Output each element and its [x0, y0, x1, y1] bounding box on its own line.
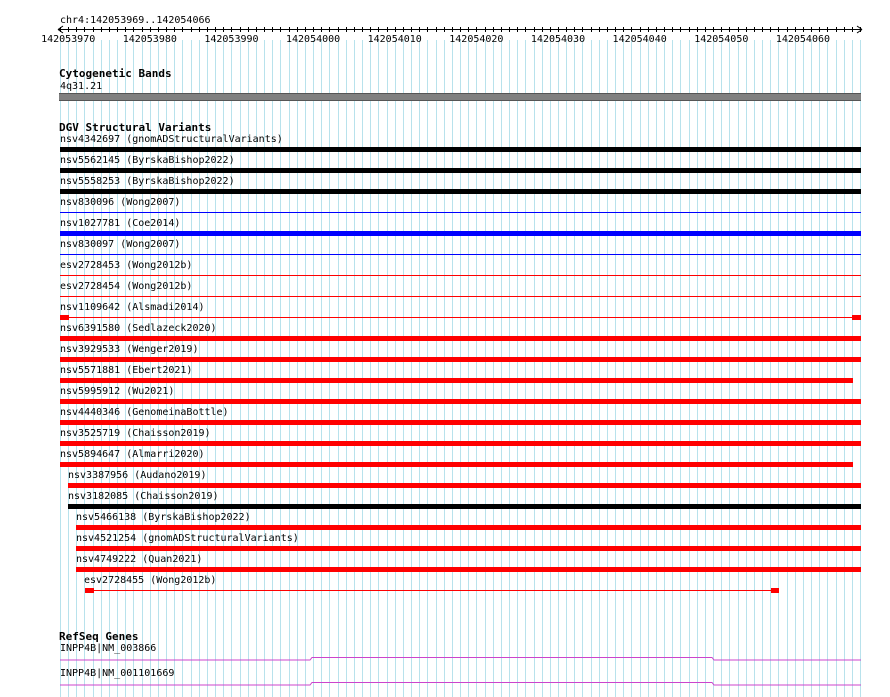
dgv-feature-bar[interactable]: [68, 504, 861, 509]
dgv-feature-bar[interactable]: [60, 168, 861, 173]
ruler-tick-label: 142054040: [612, 34, 667, 45]
dgv-feature-bar[interactable]: [68, 483, 861, 488]
refseq-gene-line[interactable]: [0, 653, 890, 665]
dgv-feature-label[interactable]: nsv1109642 (Alsmadi2014): [60, 302, 205, 313]
dgv-feature-label[interactable]: nsv4440346 (GenomeinaBottle): [60, 407, 229, 418]
refseq-gene-path: [60, 658, 861, 661]
dgv-feature-bar[interactable]: [85, 590, 779, 591]
dgv-feature-bar[interactable]: [60, 420, 861, 425]
dgv-feature-bar[interactable]: [771, 588, 779, 593]
dgv-feature-label[interactable]: nsv830097 (Wong2007): [60, 239, 181, 250]
dgv-feature-label[interactable]: nsv3387956 (Audano2019): [68, 470, 207, 481]
dgv-feature-bar[interactable]: [60, 441, 861, 446]
refseq-gene-label[interactable]: INPP4B|NM_003866: [60, 643, 157, 654]
ruler-tick-label: 142053980: [122, 34, 177, 45]
dgv-feature-bar[interactable]: [85, 588, 94, 593]
dgv-feature-label[interactable]: nsv830096 (Wong2007): [60, 197, 181, 208]
ruler-tick-label: 142054060: [775, 34, 831, 45]
dgv-feature-bar[interactable]: [76, 525, 861, 530]
refseq-track-title[interactable]: RefSeq Genes: [59, 630, 139, 643]
dgv-feature-bar[interactable]: [60, 231, 861, 236]
dgv-feature-label[interactable]: nsv3182085 (Chaisson2019): [68, 491, 219, 502]
dgv-feature-bar[interactable]: [60, 336, 861, 341]
dgv-feature-label[interactable]: nsv5995912 (Wu2021): [60, 386, 175, 397]
dgv-feature-bar[interactable]: [852, 315, 861, 320]
dgv-feature-bar[interactable]: [76, 546, 861, 551]
dgv-feature-bar[interactable]: [60, 254, 861, 255]
ruler-tick-label: 142054050: [694, 34, 749, 45]
dgv-feature-bar[interactable]: [60, 147, 861, 152]
dgv-feature-bar[interactable]: [76, 567, 861, 572]
dgv-feature-label[interactable]: nsv3929533 (Wenger2019): [60, 344, 199, 355]
dgv-feature-label[interactable]: nsv4342697 (gnomADStructuralVariants): [60, 134, 283, 145]
dgv-track-title[interactable]: DGV Structural Variants: [59, 121, 212, 134]
dgv-feature-bar[interactable]: [60, 315, 69, 320]
dgv-feature-label[interactable]: esv2728454 (Wong2012b): [60, 281, 193, 292]
ruler-tick-label: 142054030: [530, 34, 586, 45]
dgv-feature-label[interactable]: nsv5558253 (ByrskaBishop2022): [60, 176, 235, 187]
refseq-gene-label[interactable]: INPP4B|NM_001101669: [60, 668, 175, 679]
cytoband-bar[interactable]: [59, 93, 861, 101]
dgv-feature-label[interactable]: nsv1027781 (Coe2014): [60, 218, 181, 229]
cytoband-track-title[interactable]: Cytogenetic Bands: [59, 67, 172, 80]
dgv-feature-bar[interactable]: [60, 378, 853, 383]
dgv-feature-label[interactable]: nsv5562145 (ByrskaBishop2022): [60, 155, 235, 166]
dgv-feature-bar[interactable]: [60, 462, 853, 467]
dgv-feature-label[interactable]: nsv5466138 (ByrskaBishop2022): [76, 512, 251, 523]
dgv-feature-bar[interactable]: [60, 212, 861, 213]
ruler-tick-label: 142054020: [449, 34, 504, 45]
ruler-tick-label: 142053990: [204, 34, 259, 45]
dgv-feature-label[interactable]: nsv4749222 (Quan2021): [76, 554, 203, 565]
region-label: chr4:142053969..142054066: [60, 15, 211, 26]
dgv-feature-label[interactable]: nsv6391580 (Sedlazeck2020): [60, 323, 217, 334]
dgv-feature-bar[interactable]: [60, 357, 861, 362]
dgv-feature-label[interactable]: nsv3525719 (Chaisson2019): [60, 428, 211, 439]
ruler-tick-label: 142053970: [41, 34, 96, 45]
dgv-feature-label[interactable]: nsv4521254 (gnomADStructuralVariants): [76, 533, 299, 544]
dgv-feature-label[interactable]: esv2728453 (Wong2012b): [60, 260, 193, 271]
ruler-tick-label: 142054000: [285, 34, 341, 45]
dgv-feature-bar[interactable]: [60, 189, 861, 194]
dgv-feature-label[interactable]: esv2728455 (Wong2012b): [84, 575, 217, 586]
dgv-feature-bar[interactable]: [60, 296, 861, 297]
dgv-feature-bar[interactable]: [60, 275, 861, 276]
refseq-gene-path: [60, 683, 861, 686]
dgv-feature-label[interactable]: nsv5894647 (Almarri2020): [60, 449, 205, 460]
dgv-feature-bar[interactable]: [60, 317, 861, 318]
ruler-tick-label: 142054010: [367, 34, 422, 45]
dgv-feature-bar[interactable]: [60, 399, 861, 404]
refseq-gene-line[interactable]: [0, 678, 890, 690]
dgv-feature-label[interactable]: nsv5571881 (Ebert2021): [60, 365, 193, 376]
cytoband-label: 4q31.21: [60, 81, 103, 92]
